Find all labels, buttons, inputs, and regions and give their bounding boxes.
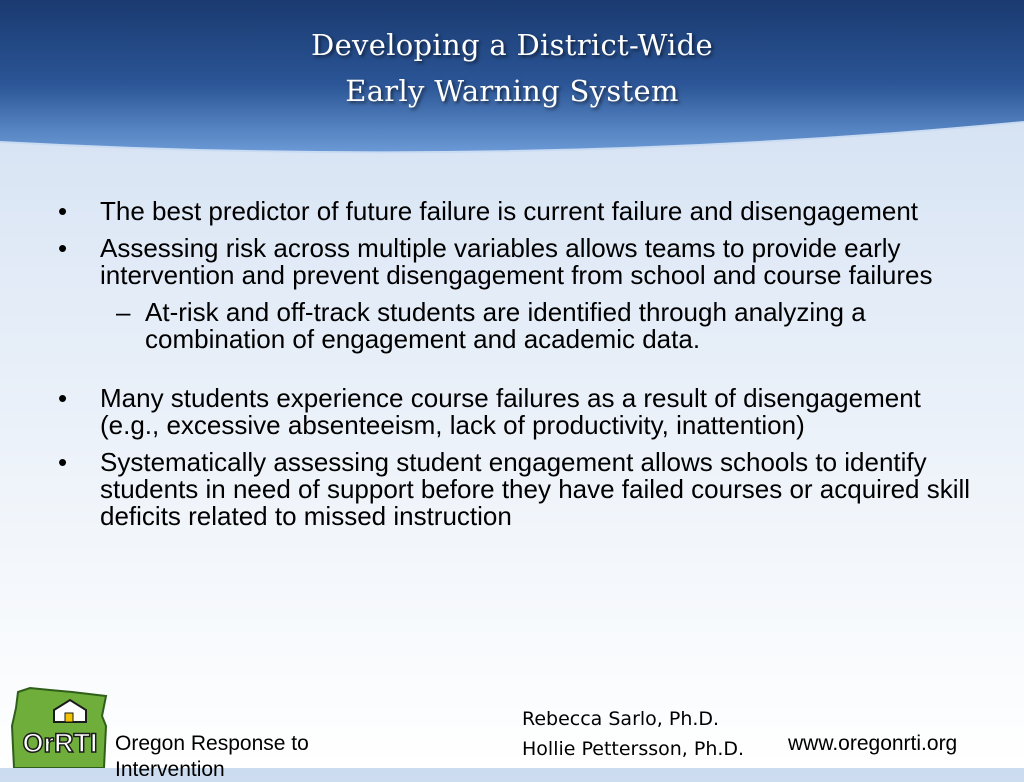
bullet-item [58, 449, 978, 530]
title-line-2: Early Warning System [345, 74, 679, 108]
bullet-item [58, 198, 978, 225]
orrti-logo [10, 686, 110, 768]
title-line-1: Developing a District-Wide [311, 28, 713, 62]
bullet-list [58, 198, 978, 540]
bullet-marker: • [58, 383, 68, 413]
logo-text: OrRTI [22, 728, 98, 758]
bullet-item [58, 385, 978, 439]
sub-bullet-text: At-risk and off-track students are identified through analyzing a combination of engagement and academic data. [145, 297, 866, 354]
bullet-marker: • [58, 233, 68, 263]
website-link[interactable]: www.oregonrti.org [788, 732, 958, 755]
author-1: Rebecca Sarlo, Ph.D. [522, 708, 720, 730]
sub-bullet-marker: – [116, 297, 131, 327]
bullet-marker: • [58, 196, 68, 226]
bullet-marker: • [58, 447, 68, 477]
bullet-text: Systematically assessing student engagement allows schools to identify students in need of support before they have failed courses or acquired skill deficits related to missed instruction [100, 447, 971, 531]
bullet-item [58, 235, 978, 289]
author-2: Hollie Pettersson, Ph.D. [522, 738, 745, 760]
title-banner [0, 0, 1024, 160]
bullet-text: Many students experience course failures as a result of disengagement (e.g., excessive absenteeism, lack of productivity, inattention) [100, 383, 921, 440]
oregon-map-icon [10, 686, 110, 768]
org-name-line-2: Intervention [115, 758, 225, 781]
author-credits [522, 704, 744, 764]
bullet-text: Assessing risk across multiple variables allows teams to provide early intervention and prevent disengagement from school and course failures [100, 233, 933, 290]
bullet-text: The best predictor of future failure is current failure and disengagement [100, 196, 919, 226]
org-name-line-1: Oregon Response to [115, 732, 309, 755]
slide-title [0, 22, 1024, 114]
sub-bullet-item [58, 299, 978, 353]
